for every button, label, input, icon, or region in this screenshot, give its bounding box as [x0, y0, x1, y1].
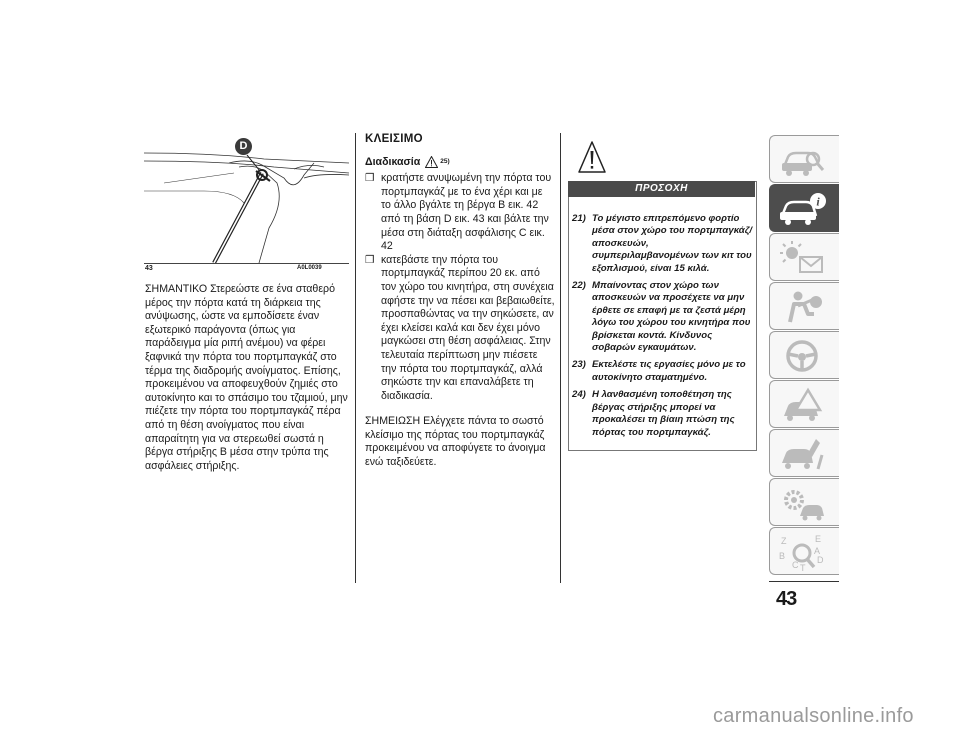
warning-item-text: Το μέγιστο επιτρεπόμενο φορτίο μέσα στον χώρο του πορτμπαγκάζ/αποσκευών, συμπεριλαμβανομένων των κιτ του εξοπλισμού, είναι 15 κιλά. [592, 213, 753, 274]
tab-maintenance[interactable] [769, 429, 839, 477]
warning-list [572, 213, 753, 444]
warning-item [572, 389, 753, 439]
index-letter: Z [781, 536, 787, 546]
list-item-text: κατεβάστε την πόρτα του πορτμπαγκάζ περίπου 20 εκ. από τον χώρο του κινητήρα, στη συνέχεια αφήστε την να πέσει και βεβαιωθείτε, προσπαθώντας να την σηκώσετε, αν έχει κλείσει καλά και δεν έχει μόνο μαγκώσει στη θέση ασφάλειας. Στην τελευταία περίπτωση μην πιέσετε την πόρτα του πορτμπαγκάζ, αλλά σηκώστε την και επαναλάβετε τη διαδικασία. [381, 253, 555, 402]
page-number: 43 [776, 588, 797, 610]
tab-car-search[interactable] [769, 135, 839, 183]
list-item [365, 254, 555, 404]
gear-car-icon [778, 484, 826, 522]
column-divider-left [355, 133, 356, 583]
warning-item-number: 22) [572, 280, 586, 292]
person-airbag-icon [778, 288, 826, 326]
steering-wheel-icon [778, 337, 826, 375]
warning-large-icon [577, 140, 607, 174]
warning-item-text: Η λανθασμένη τοποθέτηση της βέργας στήριξης μπορεί να προκαλέσει τη βίαιη πτώση της πόρτας του πορτμπαγκάζ. [592, 389, 735, 438]
section-title: ΚΛΕΙΣΙΜΟ [365, 133, 423, 145]
index-letter: B [779, 551, 786, 561]
checkbox-bullet-icon: ❒ [365, 172, 375, 185]
warning-road-icon [778, 386, 826, 424]
tab-lights-messages[interactable] [769, 233, 839, 281]
figure-number: 43 [145, 265, 153, 272]
index-letter: A [814, 546, 821, 556]
figure-code: A0L0039 [297, 265, 322, 271]
figure-43 [144, 133, 349, 264]
tab-car-info[interactable] [769, 184, 839, 232]
warning-header: ΠΡΟΣΟΧΗ [568, 181, 755, 197]
warning-item-number: 23) [572, 359, 586, 371]
checkbox-bullet-icon: ❒ [365, 253, 375, 266]
note-paragraph: ΣΗΜΕΙΩΣΗ Ελέγχετε πάντα το σωστό κλείσιμο της πόρτας του πορτμπαγκάζ προκειμένου να αποφύγετε το άνοιγμα ενώ ταξιδεύετε. [365, 415, 546, 469]
car-info-icon [778, 190, 826, 228]
index-letter: E [815, 534, 822, 544]
list-item-text: κρατήστε ανυψωμένη την πόρτα του πορτμπαγκάζ με το ένα χέρι και με το άλλο βγάλτε τη βέργα B εικ. 42 από τη βάση D εικ. 43 και βάλτε την μέσα στη διάταξη ασφάλισης C εικ. 42 [381, 172, 552, 253]
index-letter: T [800, 563, 806, 571]
procedure-heading [365, 156, 555, 170]
warning-triangle-icon [425, 156, 438, 168]
svg-text:i: i [816, 194, 820, 209]
warning-item-text: Εκτελέστε τις εργασίες μόνο με το αυτοκίνητο σταματημένο. [592, 359, 746, 383]
index-letters-icon [778, 533, 826, 571]
light-message-icon [778, 239, 826, 277]
tab-index[interactable] [769, 527, 839, 575]
index-letter: D [817, 555, 824, 565]
procedure-label: Διαδικασία [365, 155, 421, 168]
list-item [365, 172, 555, 254]
warning-item-text: Μπαίνοντας στον χώρο των αποσκευών να προσέχετε να μην έρθετε σε επαφή με τα ζεστά μέρη λόγω του χώρου του κινητήρα που βρίσκεται κοντά. Κίνδυνος σοβαρών εγκαυμάτων. [592, 280, 751, 354]
index-letter: C [792, 560, 799, 570]
tab-bottom-rule [769, 581, 839, 582]
warning-reference: 25) [440, 157, 450, 165]
watermark: carmanualsonline.info [713, 705, 914, 727]
tab-technical-data[interactable] [769, 478, 839, 526]
car-search-icon [778, 141, 826, 179]
tab-emergency[interactable] [769, 380, 839, 428]
warning-item [572, 280, 753, 354]
warning-item [572, 359, 753, 384]
important-paragraph: ΣΗΜΑΝΤΙΚΟ Στερεώστε σε ένα σταθερό μέρος την πόρτα κατά τη διάρκεια της ανύψωσης, ώστε να εμποδίσετε έναν εξωτερικό παράγοντα (όπως για παράδειγμα μία ριπή ανέμου) να φέρει ξαφνικά την πόρτα του πορτμπαγκάζ στο τέρμα της διαδρομής ανοίγματος. Επίσης, προκειμένου να αποφευχθούν ζημιές στο αυτοκίνητο και το σπάσιμο του τζαμιού, μην πιέζετε την πόρτα του πορτμπαγκάζ πέρα από τη θέση ανοίγματος που είναι απαραίτητη για να στερεωθεί σωστά η βέργα στήριξης B μέσα στην τρύπα της ασφάλειες στήριξης. [145, 283, 348, 472]
callout-d: D [235, 138, 252, 155]
warning-item-number: 21) [572, 213, 586, 224]
warning-item-number: 24) [572, 389, 586, 401]
tab-starting-driving[interactable] [769, 331, 839, 379]
column-divider-right [560, 133, 561, 583]
closing-section [365, 133, 555, 470]
tab-safety[interactable] [769, 282, 839, 330]
car-tools-icon [778, 435, 826, 473]
warning-item [572, 213, 753, 275]
